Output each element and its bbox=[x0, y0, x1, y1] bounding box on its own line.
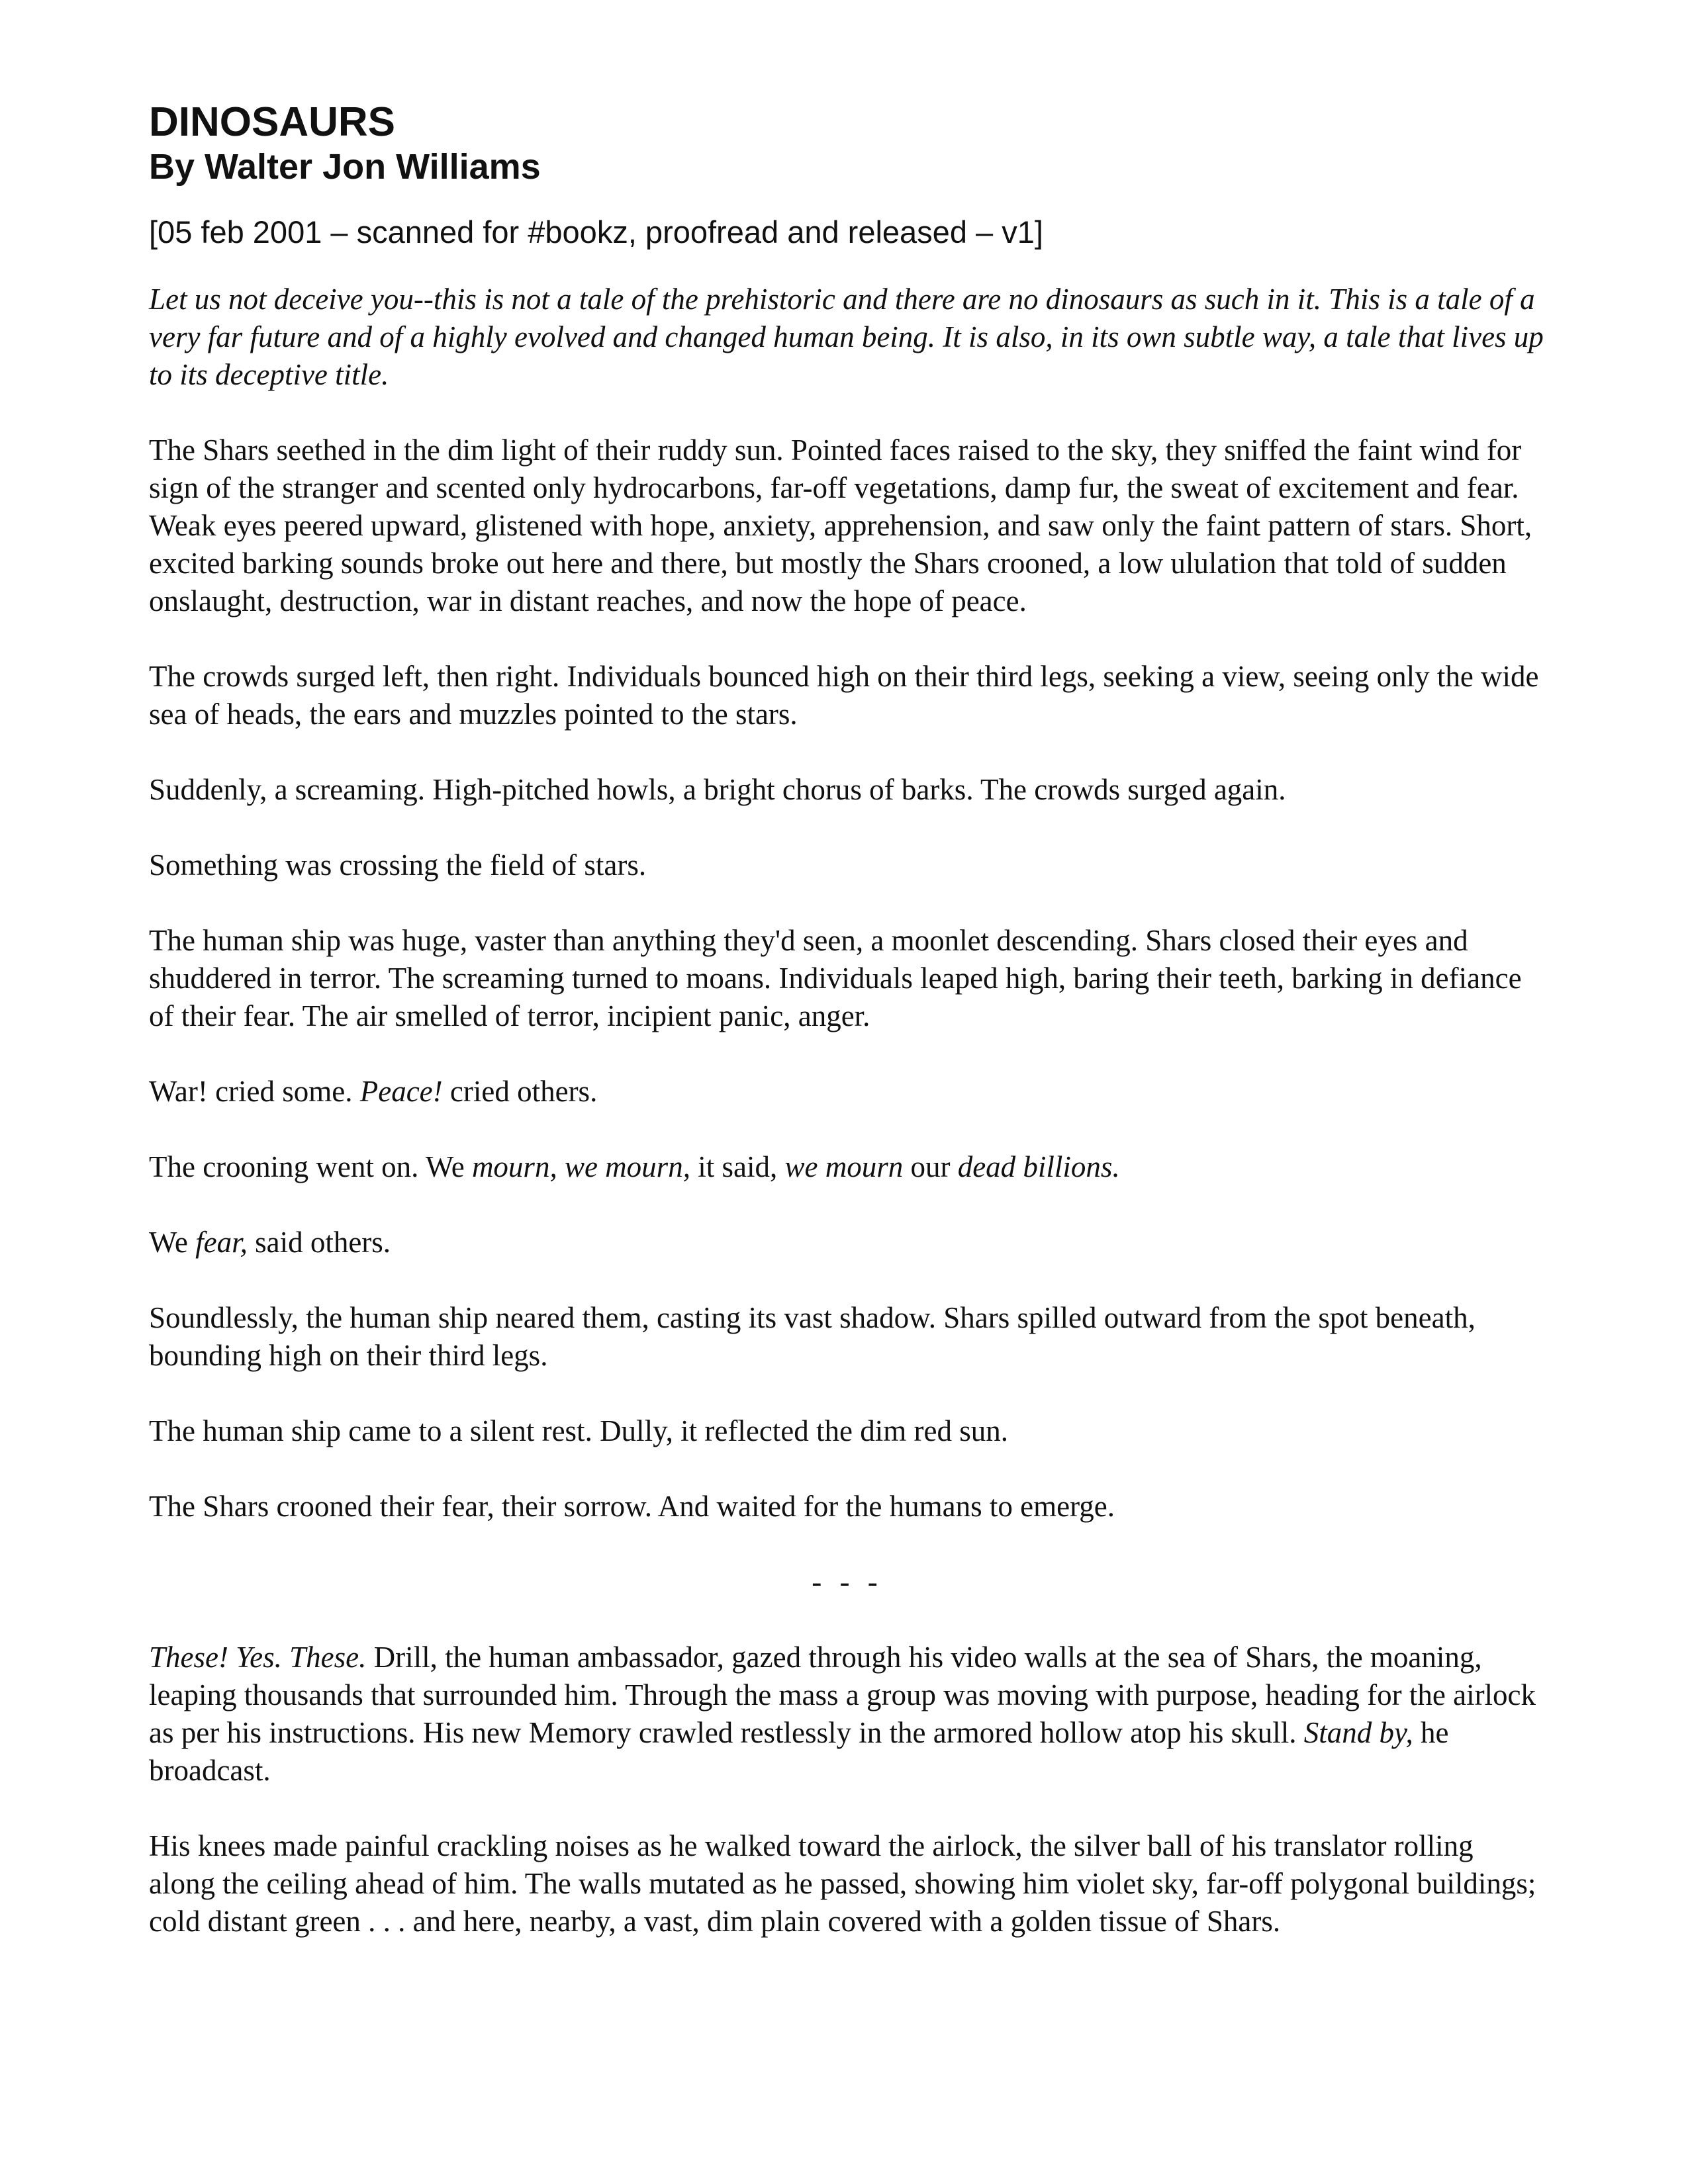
text-run: he broadcast. bbox=[149, 1716, 1449, 1787]
paragraph-3: Suddenly, a screaming. High-pitched howls, a bright chorus of barks. The crowds surged again. bbox=[149, 773, 1286, 806]
paragraph-6 bbox=[149, 1073, 1546, 1111]
paragraph-12 bbox=[149, 1639, 1546, 1790]
text-run: it said, bbox=[690, 1150, 785, 1183]
section-separator: - - - bbox=[812, 1565, 883, 1598]
italic-run: These! Yes. These. bbox=[149, 1641, 367, 1674]
text-run: War! cried some. bbox=[149, 1075, 360, 1108]
paragraph-11: The Shars crooned their fear, their sorrow. And waited for the humans to emerge. bbox=[149, 1490, 1115, 1523]
italic-run: fear, bbox=[195, 1226, 248, 1259]
release-note: [05 feb 2001 – scanned for #bookz, proofread and released – v1] bbox=[149, 214, 1043, 250]
text-run: said others. bbox=[247, 1226, 391, 1259]
italic-run: dead billions. bbox=[957, 1150, 1120, 1183]
italic-run: we mourn bbox=[784, 1150, 904, 1183]
paragraph-4: Something was crossing the field of stars. bbox=[149, 848, 647, 882]
text-run: The crooning went on. We bbox=[149, 1150, 472, 1183]
text-run: We bbox=[149, 1226, 196, 1259]
paragraph-13: His knees made painful crackling noises as he walked toward the airlock, the silver ball of his translator rolling along the ceiling ahead of him. The walls mutated as he passed, showing him violet sky, far-off polygonal buildings; cold distant green . . . and here, nearby, a vast, dim plain covered with a golden tissue of Shars. bbox=[149, 1829, 1536, 1938]
story-title: DINOSAURS bbox=[149, 99, 396, 145]
intro-paragraph: Let us not deceive you--this is not a tale of the prehistoric and there are no dinosaurs as such in it. This is a tale of a very far future and of a highly evolved and changed human being. It is also, in its own subtle way, a tale that lives up to its deceptive title. bbox=[149, 283, 1544, 391]
text-run: cried others. bbox=[442, 1075, 598, 1108]
paragraph-1: The Shars seethed in the dim light of their ruddy sun. Pointed faces raised to the sky, they sniffed the faint wind for sign of the stranger and scented only hydrocarbons, far-off vegetations, damp fur, the sweat of excitement and fear. Weak eyes peered upward, glistened with hope, anxiety, apprehension, and saw only the faint pattern of stars. Short, excited barking sounds broke out here and there, but mostly the Shars crooned, a low ululation that told of sudden onslaught, destruction, war in distant reaches, and now the hope of peace. bbox=[149, 433, 1532, 617]
paragraph-8 bbox=[149, 1224, 1546, 1261]
story-author: By Walter Jon Williams bbox=[149, 147, 541, 187]
paragraph-2: The crowds surged left, then right. Individuals bounced high on their third legs, seeking a view, seeing only the wide sea of heads, the ears and muzzles pointed to the stars. bbox=[149, 660, 1539, 731]
document-page bbox=[149, 99, 1546, 1940]
italic-run: mourn, we mourn, bbox=[471, 1150, 690, 1183]
paragraph-7 bbox=[149, 1148, 1546, 1186]
paragraph-5: The human ship was huge, vaster than anything they'd seen, a moonlet descending. Shars closed their eyes and shuddered in terror. The screaming turned to moans. Individuals leaped high, baring their teeth, barking in defiance of their fear. The air smelled of terror, incipient panic, anger. bbox=[149, 924, 1522, 1032]
text-run: our bbox=[903, 1150, 958, 1183]
italic-run: Stand by, bbox=[1303, 1716, 1413, 1749]
italic-run: Peace! bbox=[359, 1075, 443, 1108]
text-run: Drill, the human ambassador, gazed through his video walls at the sea of Shars, the moaning, leaping thousands that surrounded him. Through the mass a group was moving with purpose, heading for the airlock as per his instructions. His new Memory crawled restlessly in the armored hollow atop his skull. bbox=[149, 1641, 1536, 1749]
paragraph-9: Soundlessly, the human ship neared them, casting its vast shadow. Shars spilled outward from the spot beneath, bounding high on their third legs. bbox=[149, 1301, 1476, 1372]
paragraph-10: The human ship came to a silent rest. Dully, it reflected the dim red sun. bbox=[149, 1414, 1008, 1447]
